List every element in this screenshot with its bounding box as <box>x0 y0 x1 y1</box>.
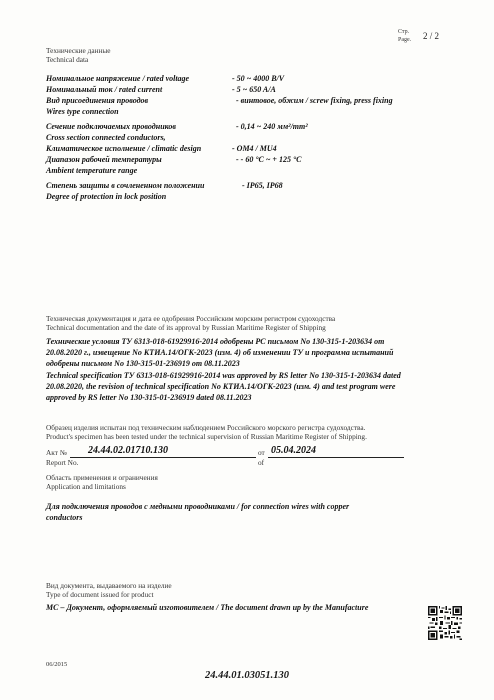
spec-label: Номинальный ток / rated current <box>46 85 163 94</box>
approval-en-line: 20.08.2020, the revision of technical specification No КТИА.14/ОГК-2023 (изм. 4) and test program were <box>46 382 396 391</box>
spec-value: - OM4 / MU4 <box>232 144 277 153</box>
spec-label: Климатическое исполнение / climatic design <box>46 144 202 153</box>
approval-ru-line: 20.08.2020 г., извещение No КТИА.14/ОГК-2023 (изм. 4) об изменении ТУ и программа испытаний <box>46 348 394 357</box>
spec-value: - 5 ~ 650 A/A <box>232 85 276 94</box>
application-text: Для подключения проводов с медными проводниками / for connection wires with copper <box>46 502 350 511</box>
spec-label: Диапазон рабочей температуры <box>46 155 162 164</box>
spec-row <box>46 133 466 143</box>
approval-en-line: Technical specification ТУ 6313-018-61929916-2014 was approved by RS letter No 130-315-1-203634 dated <box>46 371 401 380</box>
report-number: 24.44.02.01710.130 <box>88 445 168 456</box>
application-label-en: Application and limitations <box>46 482 126 491</box>
document-number: 24.44.01.03051.130 <box>205 670 289 681</box>
doc-type-label-ru: Вид документа, выдаваемого на изделие <box>46 581 172 590</box>
report-of-ru: от <box>258 448 265 457</box>
application-label-ru: Область применения и ограничения <box>46 473 158 482</box>
spec-label: Wires type connection <box>46 107 119 116</box>
application-text: conductors <box>46 513 83 522</box>
approval-en-line: approved by RS letter No 130-315-01-236919 dated 08.11.2023 <box>46 393 252 402</box>
report-number-underline <box>70 457 256 458</box>
approval-heading-en: Technical documentation and the date of its approval by Russian Maritime Register of Shipping <box>46 323 326 332</box>
report-date-underline <box>268 457 404 458</box>
spec-row <box>46 122 466 132</box>
doc-type-text: МС – Документ, оформляемый изготовителем / The document drawn up by the Manufacture <box>46 603 369 612</box>
spec-row <box>46 144 466 154</box>
specimen-text-ru: Образец изделия испытан под техническим наблюдением Российского морского регистра судоходства. <box>46 423 366 432</box>
spec-label: Вид присоединения проводов <box>46 96 149 105</box>
spec-label: Cross section connected conductors, <box>46 133 166 142</box>
doc-type-label-en: Type of document issued for product <box>46 590 154 599</box>
spec-value: - IP65, IP68 <box>242 181 283 190</box>
page-label-ru: Стр. <box>398 29 410 35</box>
approval-ru-line: Технические условия ТУ 6313-018-61929916-2014 одобрены РС письмом No 130-315-1-203634 от <box>46 337 385 346</box>
spec-value: - - 60 °C ~ + 125 °C <box>236 155 302 164</box>
report-label-ru: Акт № <box>46 448 67 457</box>
spec-row <box>46 181 466 191</box>
spec-row <box>46 155 466 165</box>
report-label-en: Report No. <box>46 458 79 467</box>
qr-code-icon <box>428 606 462 640</box>
spec-value: - 50 ~ 4000 B/V <box>232 74 285 83</box>
form-code: 06/2015 <box>46 661 68 668</box>
spec-row <box>46 74 466 84</box>
spec-label: Ambient temperature range <box>46 166 138 175</box>
spec-label: Степень защиты в сочлененном положении <box>46 181 205 190</box>
spec-row <box>46 96 466 106</box>
spec-row <box>46 107 466 117</box>
spec-value: - винтовое, обжим / screw fixing, press fixing <box>236 96 393 105</box>
spec-row <box>46 192 466 202</box>
spec-label: Degree of protection in lock position <box>46 192 167 201</box>
report-of-en: of <box>258 458 265 467</box>
spec-row <box>46 85 466 95</box>
spec-label: Номинальное напряжение / rated voltage <box>46 74 190 83</box>
tech-data-title-en: Technical data <box>46 55 89 64</box>
page-label-en: Page. <box>398 37 412 43</box>
approval-heading-ru: Техническая документация и дата ее одобрения Российским морским регистром судоходства <box>46 314 336 323</box>
approval-ru-line: одобрены письмом No 130-315-01-236919 от 08.11.2023 <box>46 359 240 368</box>
page-number: 2 / 2 <box>423 31 440 41</box>
spec-label: Сечение подключаемых проводников <box>46 122 176 131</box>
report-date: 05.04.2024 <box>271 445 316 456</box>
specimen-text-en: Product's specimen has been tested under the technical supervision of Russian Maritime Register of Shipping. <box>46 432 367 441</box>
spec-row <box>46 166 466 176</box>
tech-data-title-ru: Технические данные <box>46 46 111 55</box>
spec-value: - 0,14 ~ 240 мм²/mm² <box>236 122 308 131</box>
